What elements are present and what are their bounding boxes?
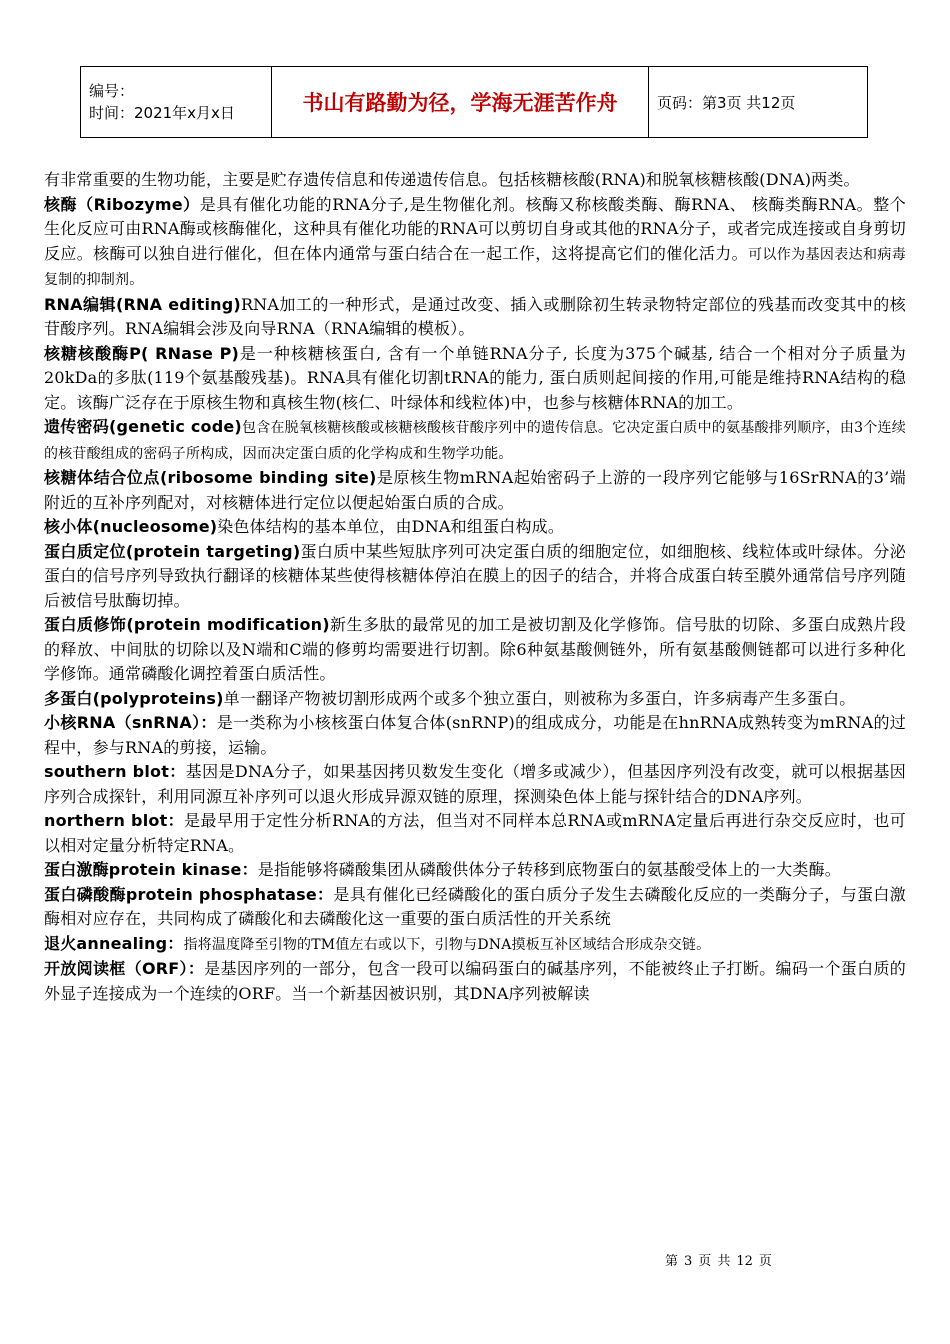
glossary-term: northern blot： — [44, 811, 185, 830]
glossary-definition-small: 指将温度降至引物的TM值左右或以下，引物与DNA摸板互补区域结合形成杂交链。 — [183, 936, 711, 953]
glossary-definition: 染色体结构的基本单位，由DNA和组蛋白构成。 — [217, 517, 565, 536]
glossary-definition: 是一类称为小核核蛋白体复合体(snRNP)的组成成分，功能是在hnRNA成熟转变为mRNA的过程中，参与RNA的剪接，运输。 — [44, 713, 907, 757]
footer-ye-2: 页 — [758, 1254, 772, 1269]
glossary-term: 核糖核酸酶P( RNase P) — [44, 343, 240, 363]
glossary-definition: 是具有催化已经磷酸化的蛋白质分子发生去磷酸化反应的一类酶分子，与蛋白激酶相对应存在，共同构成了磷酸化和去磷酸化这一重要的蛋白质活性的开关系统 — [44, 884, 906, 928]
glossary-definition: 是指能够将磷酸集团从磷酸供体分子转移到底物蛋白的氨基酸受体上的一大类酶。 — [257, 860, 841, 879]
glossary-term: 退火annealing： — [44, 933, 184, 953]
glossary-term: 核糖体结合位点(ribosome binding site) — [44, 468, 377, 487]
glossary-entry — [44, 760, 906, 809]
glossary-definition: 是一种核糖核蛋白, 含有一个单链RNA分子, 长度为375个碱基, 结合一个相对分子质量为20kDa的多肽(119个氨基酸残基)。RNA具有催化切割tRNA的能力, 蛋白质则起间接的作用,可能是维持RNA结构的稳定。该酶广泛存在于原核生物和真核生物(核仁、叶绿体和线粒体)中，也参与核糖体RNA的加工。 — [44, 343, 906, 412]
glossary-definition: 新生多肽的最常见的加工是被切割及化学修饰。信号肽的切除、多蛋白成熟片段的释放、中间肽的切除以及N端和C端的修剪均需要进行切割。除6种氨基酸侧链外，所有氨基酸侧链都可以进行多种化学修饰。通常磷酸化调控着蛋白质活性。 — [44, 615, 906, 683]
glossary-definition: 单一翻译产物被切割形成两个或多个独立蛋白，则被称为多蛋白，许多病毒产生多蛋白。 — [223, 688, 856, 708]
number-label: 编号： — [89, 82, 135, 100]
glossary-term: 蛋白激酶protein kinase： — [44, 860, 258, 879]
glossary-definition-small: 可以作为基因表达和病毒复制的抑制剂。 — [44, 246, 906, 288]
footer-gong: 共 — [717, 1254, 731, 1269]
glossary-entry — [44, 515, 906, 540]
motto: 书山有路勤为径，学海无涯苦作舟 — [272, 67, 649, 138]
glossary-definition: 基因是DNA分子，如果基因拷贝数发生变化（增多或减少），但基因序列没有改变，就可以根据基因序列合成探针，利用同源互补序列可以退火形成异源双链的原理，探测染色体上能与探针结合的DNA序列。 — [44, 762, 906, 806]
glossary-term: 遗传密码(genetic code) — [44, 417, 242, 436]
glossary-term: 核小体(nucleosome) — [44, 517, 218, 536]
glossary-definition: 是基因序列的一部分，包含一段可以编码蛋白的碱基序列，不能被终止子打断。编码一个蛋白质的外显子连接成为一个连续的ORF。当一个新基因被识别，其DNA序列被解读 — [44, 959, 906, 1003]
glossary-definition: 有非常重要的生物功能，主要是贮存遗传信息和传递遗传信息。包括核糖核酸(RNA)和脱氧核糖核酸(DNA)两类。 — [44, 170, 860, 189]
glossary-definition: RNA加工的一种形式，是通过改变、插入或删除初生转录物特定部位的残基而改变其中的核苷酸序列。RNA编辑会涉及向导RNA（RNA编辑的模板）。 — [44, 294, 906, 338]
glossary-definition: 是最早用于定性分析RNA的方法，但当对不同样本总RNA或mRNA定量后再进行杂交反应时，也可以相对定量分析特定RNA。 — [44, 811, 906, 855]
glossary-entry — [44, 957, 906, 1006]
glossary-entry — [44, 858, 906, 883]
time-label: 时间：2021年x月x日 — [89, 104, 235, 122]
header-meta — [81, 67, 272, 138]
glossary-term: 核酶（Ribozyme） — [44, 194, 200, 214]
glossary-term: 小核RNA（snRNA）： — [44, 713, 217, 732]
glossary-entry — [44, 342, 906, 416]
glossary-term: 蛋白磷酸酶protein phosphatase： — [44, 884, 334, 904]
glossary-entry — [44, 540, 906, 614]
glossary-entry — [44, 687, 906, 712]
glossary-entry — [44, 293, 906, 342]
glossary-entry — [44, 466, 906, 515]
footer-di: 第 — [665, 1254, 679, 1269]
glossary-term: 开放阅读框（ORF）： — [44, 959, 205, 978]
glossary-definition: 是具有催化功能的RNA分子,是生物催化剂。核酶又称核酸类酶、酶RNA、 核酶类酶RNA。整个生化反应可由RNA酶或核酶催化，这种具有催化功能的RNA可以剪切自身或其他的RNA分子，或者完成连接或自身剪切反应。核酶可以独自进行催化，但在体内通常与蛋白结合在一起工作，这将提高它们的催化活力。 — [44, 194, 906, 263]
glossary-entry — [44, 193, 906, 293]
glossary-definition-small: 包含在脱氧核糖核酸或核糖核酸核苷酸序列中的遗传信息。它决定蛋白质中的氨基酸排列顺序，由3个连续的核苷酸组成的密码子所构成，因而决定蛋白质的化学构成和生物学功能。 — [44, 420, 906, 462]
glossary-entry — [44, 932, 906, 958]
glossary-definition: 蛋白质中某些短肽序列可决定蛋白质的细胞定位，如细胞核、线粒体或叶绿体。分泌蛋白的信号序列导致执行翻译的核糖体某些使得核糖体停泊在膜上的因子的结合，并将合成蛋白转至膜外通常信号序列随后被信号肽酶切掉。 — [44, 541, 906, 610]
glossary-entry — [44, 415, 906, 466]
glossary-term: southern blot： — [44, 762, 186, 781]
glossary-entry — [44, 711, 906, 760]
glossary-entry — [44, 883, 906, 932]
glossary-entry — [44, 809, 906, 858]
document-body — [44, 168, 906, 1006]
glossary-term: 蛋白质修饰(protein modification) — [44, 615, 330, 634]
glossary-term: RNA编辑(RNA editing) — [44, 294, 241, 314]
footer-total-pages: 12 — [736, 1254, 753, 1269]
glossary-entry — [44, 613, 906, 687]
glossary-definition: 是原核生物mRNA起始密码子上游的一段序列它能够与16SrRNA的3’端附近的互补序列配对，对核糖体进行定位以便起始蛋白质的合成。 — [44, 468, 906, 512]
glossary-term: 蛋白质定位(protein targeting) — [44, 541, 301, 561]
page-label: 页码：第3页 共12页 — [649, 67, 868, 138]
document-header — [80, 66, 868, 138]
footer-ye: 页 — [698, 1254, 712, 1269]
glossary-term: 多蛋白(polyproteins) — [44, 688, 224, 708]
footer-page-number: 3 — [684, 1254, 693, 1269]
glossary-entry — [44, 168, 906, 193]
